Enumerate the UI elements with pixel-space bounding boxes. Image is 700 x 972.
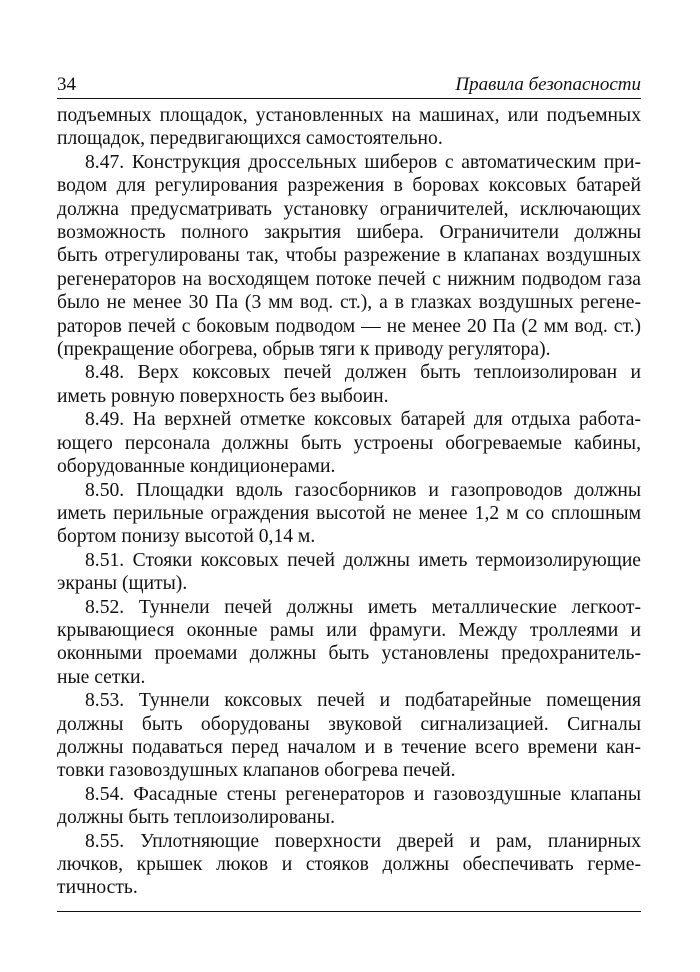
text-line: 8.54. Фасадные стены регенераторов и газовоздушные клапаны (85, 783, 641, 805)
text-line: 8.51. Стояки коксовых печей должны иметь термоизолирующие (85, 549, 641, 571)
text-line: раторов печей с боковым подводом — не менее 20 Па (2 мм вод. ст.) (57, 315, 641, 337)
text-line: (прекращение обогрева, обрыв тяги к приводу регулятора). (57, 339, 551, 361)
text-line: 8.50. Площадки вдоль газосборников и газопроводов должны (85, 479, 641, 501)
text-line: должны подаваться перед началом и в течение всего времени кан- (57, 736, 641, 758)
text-line: 8.52. Туннели печей должны иметь металлические легкоот- (85, 596, 641, 618)
text-line: должна предусматривать установку ограничителей, исключающих (57, 198, 641, 220)
text-line: должны быть оборудованы звуковой сигнализацией. Сигналы (57, 713, 641, 735)
running-header (57, 70, 641, 99)
text-line: ющего персонала должны быть устроены обогреваемые кабины, (57, 432, 641, 454)
text-line: 8.53. Туннели коксовых печей и подбатарейные помещения (85, 690, 641, 712)
document-page (57, 70, 641, 900)
text-line: 8.47. Конструкция дроссельных шиберов с автоматическим при- (85, 151, 641, 173)
text-line: лючков, крышек люков и стояков должны обеспечивать герме- (57, 854, 641, 875)
text-line: иметь ровную поверхность без выбоин. (57, 385, 389, 407)
text-line: экраны (щиты). (57, 573, 188, 595)
text-line: крывающиеся оконные рамы или фрамуги. Между троллеями и (57, 619, 641, 641)
text-line: оборудованные кондиционерами. (57, 456, 336, 478)
footer-rule (57, 911, 641, 912)
text-line: было не менее 30 Па (3 мм вод. ст.), а в глазках воздушных регене- (57, 292, 641, 314)
text-line: быть отрегулированы так, чтобы разрежение в клапанах воздушных (57, 245, 641, 267)
text-line: должны быть теплоизолированы. (57, 807, 335, 829)
text-line: регенераторов на восходящем потоке печей с нижним подводом газа (57, 268, 641, 290)
text-line: площадок, передвигающихся самостоятельно. (57, 128, 443, 150)
text-line: товки газовоздушных клапанов обогрева печей. (57, 760, 456, 782)
text-line: ные сетки. (57, 666, 146, 688)
text-line: 8.48. Верх коксовых печей должен быть теплоизолирован и (85, 362, 641, 384)
text-line: иметь перильные ограждения высотой не менее 1,2 м со сплошным (57, 502, 641, 524)
text-line: 8.49. На верхней отметке коксовых батарей для отдыха работа- (85, 409, 641, 431)
text-line: 8.55. Уплотняющие поверхности дверей и рам, планирных (85, 830, 641, 852)
text-line: тичность. (57, 877, 138, 899)
text-line: водом для регулирования разрежения в боровах коксовых батарей (57, 175, 641, 197)
body-text (57, 104, 641, 900)
text-line: возможность полного закрытия шибера. Ограничители должны (57, 222, 641, 244)
text-line: оконными проемами должны быть установлены предохранитель- (57, 643, 641, 665)
page-number: 34 (57, 74, 76, 95)
text-line: бортом понизу высотой 0,14 м. (57, 526, 316, 548)
text-line: подъемных площадок, установленных на машинах, или подъемных (57, 105, 641, 126)
running-title: Правила безопасности (455, 74, 641, 95)
